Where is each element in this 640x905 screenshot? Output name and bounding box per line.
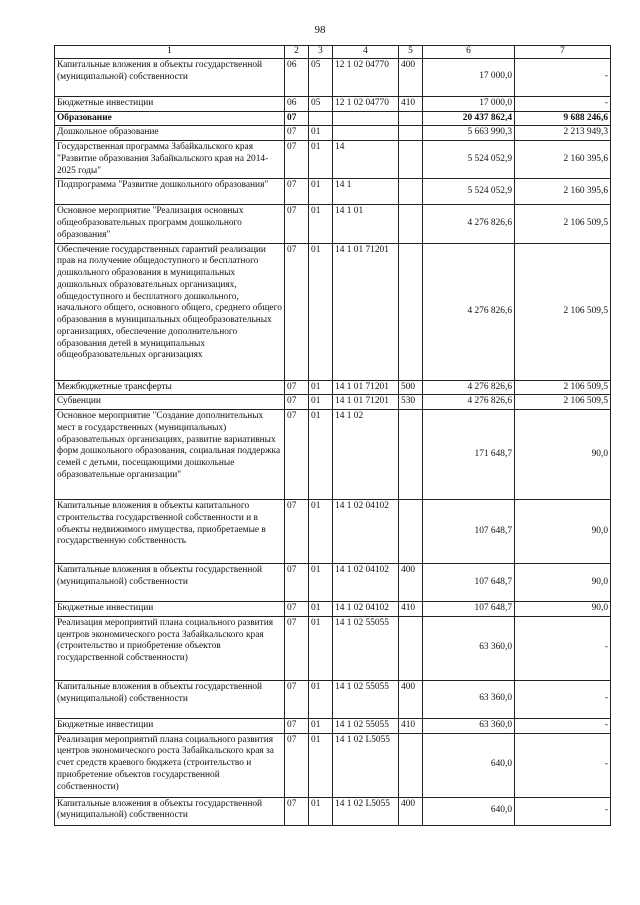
amount-cell-c7: 2 106 509,5	[515, 243, 611, 380]
amount-cell-c7: 90,0	[515, 410, 611, 500]
code-cell-c5: 410	[399, 718, 423, 733]
row-name-cell	[55, 616, 285, 680]
amount-cell-c6: 5 524 052,9	[423, 141, 515, 179]
column-header: 5	[399, 46, 423, 59]
amount-cell-c7: 2 106 509,5	[515, 205, 611, 243]
code-cell-c3: 01	[309, 616, 333, 680]
amount-cell-c6: 17 000,0	[423, 58, 515, 96]
table-row	[55, 243, 611, 380]
code-cell-c4: 14 1 02 55055	[333, 718, 399, 733]
row-name: Реализация мероприятий плана социального развития центров экономического роста Забайкальского края за счет средств краевого бюджета (строительство и приобретение объектов государственной собственности)	[57, 734, 274, 792]
amount-cell-c7: -	[515, 718, 611, 733]
code-cell-c5: 410	[399, 602, 423, 617]
code-cell-c4: 14 1 02 04102	[333, 602, 399, 617]
code-cell-c3: 05	[309, 96, 333, 111]
row-name: Подпрограмма "Развитие дошкольного образования"	[57, 180, 269, 191]
row-name: Капитальные вложения в объекты государственной (муниципальной) собственности	[57, 798, 263, 821]
code-cell-c4: 14 1 02 L5055	[333, 733, 399, 797]
row-name-cell	[55, 141, 285, 179]
code-cell-c2: 07	[285, 126, 309, 141]
code-cell-c5	[399, 141, 423, 179]
code-cell-c3: 01	[309, 126, 333, 141]
amount-cell-c7: 2 106 509,5	[515, 380, 611, 395]
amount-cell-c7: -	[515, 96, 611, 111]
row-name: Основное мероприятие "Создание дополнительных мест в государственных (муниципальных) образовательных организациях, развитие вариативных форм дошкольного образования, социальная поддержка семей с детьми, посещающими дошкольные образовательные организации"	[57, 411, 281, 480]
code-cell-c2: 07	[285, 564, 309, 602]
code-cell-c4: 12 1 02 04770	[333, 96, 399, 111]
amount-cell-c6: 4 276 826,6	[423, 395, 515, 410]
code-cell-c5: 530	[399, 395, 423, 410]
code-cell-c2: 07	[285, 141, 309, 179]
row-name: Субвенции	[57, 396, 101, 407]
code-cell-c4: 14 1 01 71201	[333, 243, 399, 380]
amount-cell-c6: 4 276 826,6	[423, 205, 515, 243]
column-header: 1	[55, 46, 285, 59]
code-cell-c5	[399, 111, 423, 126]
amount-cell-c6: 5 524 052,9	[423, 179, 515, 205]
table-row	[55, 111, 611, 126]
code-cell-c4: 12 1 02 04770	[333, 58, 399, 96]
amount-cell-c6: 640,0	[423, 797, 515, 825]
code-cell-c5	[399, 500, 423, 564]
row-name-cell	[55, 602, 285, 617]
code-cell-c5: 410	[399, 96, 423, 111]
code-cell-c3: 01	[309, 500, 333, 564]
amount-cell-c7: 90,0	[515, 564, 611, 602]
row-name: Государственная программа Забайкальского края "Развитие образования Забайкальского края на 2014-2025 годы"	[57, 142, 269, 176]
code-cell-c3: 01	[309, 564, 333, 602]
table-row	[55, 58, 611, 96]
code-cell-c5	[399, 179, 423, 205]
amount-cell-c6: 107 648,7	[423, 500, 515, 564]
amount-cell-c7: -	[515, 58, 611, 96]
budget-table	[54, 45, 611, 826]
table-row	[55, 616, 611, 680]
code-cell-c5: 400	[399, 58, 423, 96]
code-cell-c2: 07	[285, 616, 309, 680]
code-cell-c2: 07	[285, 205, 309, 243]
table-row	[55, 96, 611, 111]
amount-cell-c6: 107 648,7	[423, 564, 515, 602]
code-cell-c3: 01	[309, 179, 333, 205]
row-name: Капитальные вложения в объекты государственной (муниципальной) собственности	[57, 681, 263, 704]
code-cell-c3: 05	[309, 58, 333, 96]
row-name-cell	[55, 680, 285, 718]
row-name: Капитальные вложения в объекты государственной (муниципальной) собственности	[57, 565, 263, 587]
page-number: 98	[314, 24, 326, 36]
amount-cell-c7: -	[515, 733, 611, 797]
row-name: Бюджетные инвестиции	[57, 719, 154, 730]
row-name: Бюджетные инвестиции	[57, 97, 154, 108]
table-row	[55, 205, 611, 243]
code-cell-c2: 07	[285, 680, 309, 718]
amount-cell-c6: 17 000,0	[423, 96, 515, 111]
amount-cell-c7: -	[515, 616, 611, 680]
code-cell-c3	[309, 111, 333, 126]
code-cell-c4	[333, 126, 399, 141]
code-cell-c5	[399, 126, 423, 141]
table-row	[55, 602, 611, 617]
code-cell-c5	[399, 733, 423, 797]
code-cell-c2: 07	[285, 179, 309, 205]
code-cell-c5	[399, 410, 423, 500]
amount-cell-c7: -	[515, 797, 611, 825]
amount-cell-c6: 63 360,0	[423, 616, 515, 680]
row-name-cell	[55, 205, 285, 243]
code-cell-c3: 01	[309, 602, 333, 617]
row-name-cell	[55, 380, 285, 395]
amount-cell-c7: 2 160 395,6	[515, 179, 611, 205]
code-cell-c4: 14 1 01	[333, 205, 399, 243]
amount-cell-c7: 90,0	[515, 602, 611, 617]
code-cell-c4: 14 1 01 71201	[333, 380, 399, 395]
code-cell-c3: 01	[309, 141, 333, 179]
column-header: 4	[333, 46, 399, 59]
table-row	[55, 564, 611, 602]
code-cell-c2: 07	[285, 380, 309, 395]
row-name: Капитальные вложения в объекты капитального строительства государственной собственности и в объекты недвижимого имущества, приобретаемые в государственную собственность	[57, 501, 266, 547]
code-cell-c4: 14 1	[333, 179, 399, 205]
amount-cell-c7: 2 160 395,6	[515, 141, 611, 179]
table-row	[55, 718, 611, 733]
code-cell-c4: 14 1 02 04102	[333, 564, 399, 602]
row-name-cell	[55, 733, 285, 797]
row-name: Дошкольное образование	[57, 127, 159, 138]
row-name-cell	[55, 564, 285, 602]
amount-cell-c6: 107 648,7	[423, 602, 515, 617]
table-row	[55, 395, 611, 410]
code-cell-c3: 01	[309, 410, 333, 500]
row-name-cell	[55, 718, 285, 733]
code-cell-c4: 14	[333, 141, 399, 179]
column-header-row	[55, 46, 611, 59]
code-cell-c5	[399, 205, 423, 243]
code-cell-c5: 400	[399, 564, 423, 602]
code-cell-c2: 07	[285, 111, 309, 126]
code-cell-c5: 400	[399, 797, 423, 825]
code-cell-c3: 01	[309, 680, 333, 718]
row-name-cell	[55, 395, 285, 410]
code-cell-c2: 07	[285, 395, 309, 410]
amount-cell-c6: 4 276 826,6	[423, 243, 515, 380]
row-name-cell	[55, 179, 285, 205]
column-header: 6	[423, 46, 515, 59]
code-cell-c2: 07	[285, 602, 309, 617]
table-row	[55, 500, 611, 564]
amount-cell-c6: 5 663 990,3	[423, 126, 515, 141]
table-body	[55, 58, 611, 825]
row-name-cell	[55, 243, 285, 380]
code-cell-c2: 06	[285, 58, 309, 96]
code-cell-c5: 400	[399, 680, 423, 718]
row-name-cell	[55, 96, 285, 111]
code-cell-c2: 07	[285, 410, 309, 500]
code-cell-c4: 14 1 02 55055	[333, 616, 399, 680]
code-cell-c5: 500	[399, 380, 423, 395]
code-cell-c2: 07	[285, 733, 309, 797]
amount-cell-c6: 63 360,0	[423, 680, 515, 718]
code-cell-c3: 01	[309, 797, 333, 825]
amount-cell-c7: 90,0	[515, 500, 611, 564]
amount-cell-c6: 171 648,7	[423, 410, 515, 500]
table-row	[55, 179, 611, 205]
code-cell-c3: 01	[309, 243, 333, 380]
column-header: 7	[515, 46, 611, 59]
row-name: Основное мероприятие "Реализация основных общеобразовательных программ дошкольного образования"	[57, 206, 244, 240]
code-cell-c3: 01	[309, 205, 333, 243]
amount-cell-c7: 2 106 509,5	[515, 395, 611, 410]
column-header: 2	[285, 46, 309, 59]
amount-cell-c6: 20 437 862,4	[423, 111, 515, 126]
row-name-cell	[55, 410, 285, 500]
row-name: Бюджетные инвестиции	[57, 603, 154, 613]
row-name-cell	[55, 797, 285, 825]
code-cell-c2: 07	[285, 718, 309, 733]
code-cell-c3: 01	[309, 733, 333, 797]
code-cell-c5	[399, 616, 423, 680]
amount-cell-c7: 2 213 949,3	[515, 126, 611, 141]
table-row	[55, 410, 611, 500]
row-name: Капитальные вложения в объекты государственной (муниципальной) собственности	[57, 59, 263, 82]
column-header: 3	[309, 46, 333, 59]
code-cell-c4: 14 1 02 04102	[333, 500, 399, 564]
code-cell-c2: 07	[285, 500, 309, 564]
amount-cell-c6: 63 360,0	[423, 718, 515, 733]
code-cell-c4: 14 1 02 L5055	[333, 797, 399, 825]
table-row	[55, 733, 611, 797]
table-row	[55, 141, 611, 179]
amount-cell-c6: 640,0	[423, 733, 515, 797]
code-cell-c2: 06	[285, 96, 309, 111]
code-cell-c4: 14 1 02	[333, 410, 399, 500]
row-name-cell	[55, 58, 285, 96]
table-row	[55, 126, 611, 141]
row-name: Образование	[57, 112, 112, 123]
table-row	[55, 380, 611, 395]
code-cell-c2: 07	[285, 243, 309, 380]
code-cell-c4	[333, 111, 399, 126]
table-row	[55, 680, 611, 718]
table-row	[55, 797, 611, 825]
code-cell-c4: 14 1 02 55055	[333, 680, 399, 718]
amount-cell-c7: -	[515, 680, 611, 718]
code-cell-c2: 07	[285, 797, 309, 825]
row-name: Обеспечение государственных гарантий реализации прав на получение общедоступного и бесплатного дошкольного образования в муниципальных дошкольных образовательных организациях, общедоступного и бесплатного дошкольного, начального общего, основного общего, среднего общего образования в муниципальных общеобразовательных организациях, обеспечение дополнительного образования детей в муниципальных общеобразовательных организациях	[57, 244, 282, 361]
row-name: Реализация мероприятий плана социального развития центров экономического роста Забайкальского края (строительство и приобретение объектов государственной собственности)	[57, 617, 274, 663]
amount-cell-c6: 4 276 826,6	[423, 380, 515, 395]
row-name-cell	[55, 126, 285, 141]
code-cell-c3: 01	[309, 718, 333, 733]
row-name-cell	[55, 500, 285, 564]
code-cell-c4: 14 1 01 71201	[333, 395, 399, 410]
code-cell-c3: 01	[309, 380, 333, 395]
code-cell-c5	[399, 243, 423, 380]
code-cell-c3: 01	[309, 395, 333, 410]
row-name-cell	[55, 111, 285, 126]
row-name: Межбюджетные трансферты	[57, 381, 172, 392]
amount-cell-c7: 9 688 246,6	[515, 111, 611, 126]
